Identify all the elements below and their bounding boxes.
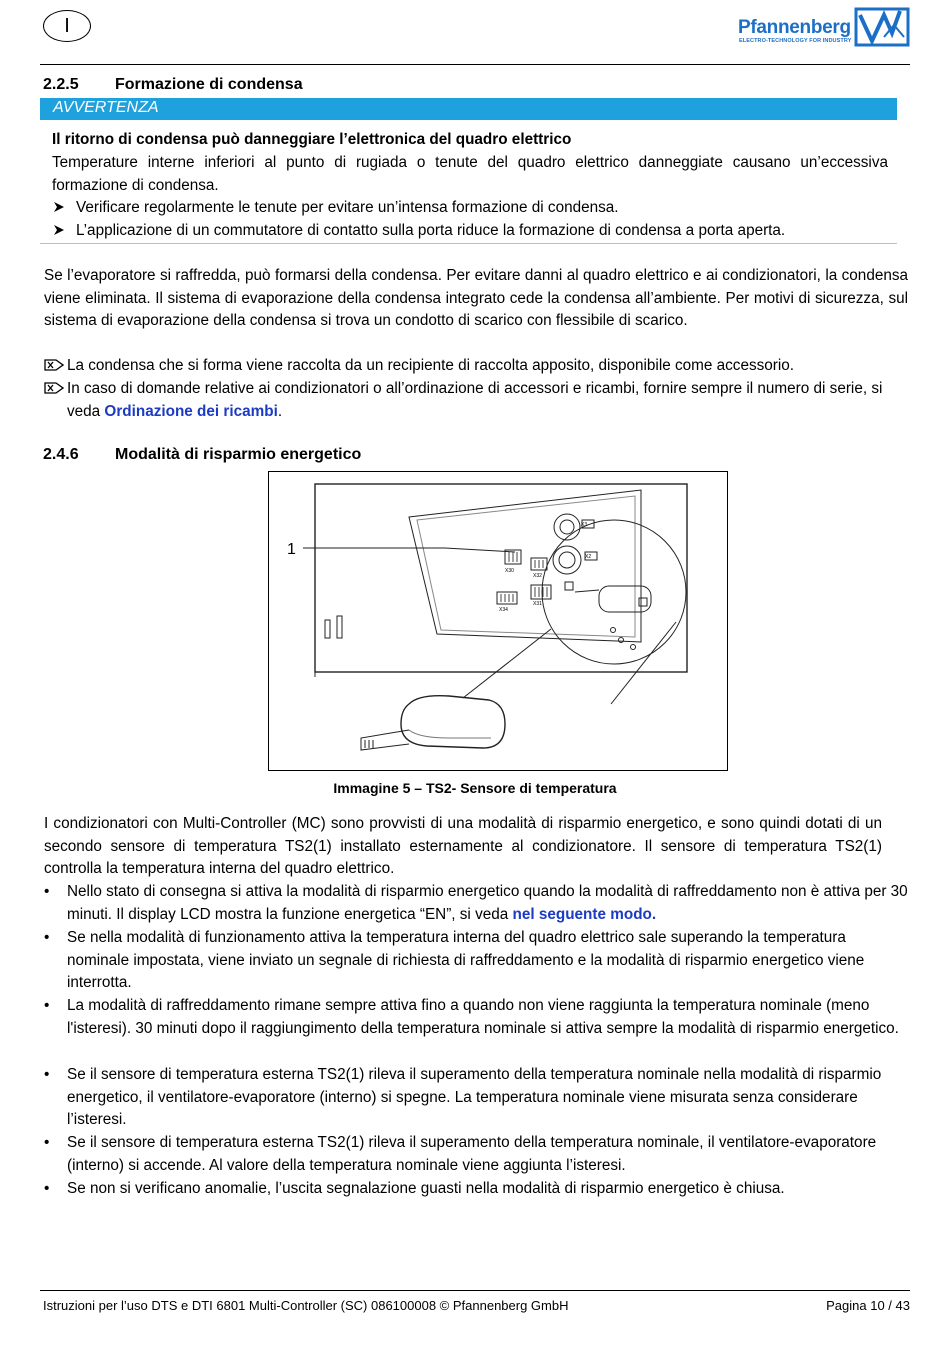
fig-label: X34 — [499, 607, 508, 613]
action-text: Verificare regolarmente le tenute per evitare un’intensa formazione di condensa. — [76, 199, 619, 216]
action-text: L’applicazione di un commutatore di contatto sulla porta riduce la formazione di condensa a porta aperta. — [76, 222, 786, 239]
section-title: Formazione di condensa — [115, 76, 303, 93]
fig-label: X30 — [505, 568, 514, 574]
pfannenberg-logo — [738, 5, 910, 47]
note-text — [67, 378, 910, 423]
temperature-sensor-figure — [268, 471, 728, 771]
section-number: 2.4.6 — [43, 446, 79, 463]
spare-parts-link[interactable]: Ordinazione dei ricambi — [104, 402, 278, 420]
footer-document-info: Istruzioni per l’uso DTS e DTI 6801 Multi-Controller (SC) 086100008 © Pfannenberg GmbH — [43, 1298, 569, 1313]
fig-label: X3 — [581, 522, 588, 528]
figure-caption: Immagine 5 – TS2- Sensore di temperatura — [333, 780, 617, 796]
list-item-text — [67, 881, 912, 926]
logo-name: Pfannenberg — [738, 17, 851, 38]
warning-label: AVVERTENZA — [53, 99, 159, 116]
note-body: In caso di domande relative ai condizionatori o all’ordinazione di accessori e ricambi, fornire sempre il numero di serie, si veda — [67, 380, 883, 420]
action-item — [52, 220, 897, 243]
section-number: 2.2.5 — [43, 76, 79, 93]
pointing-hand-icon — [44, 381, 64, 395]
action-item — [52, 197, 897, 220]
logo-mark-icon — [854, 7, 910, 47]
bullet-dot-icon: • — [44, 997, 50, 1014]
fig-label: X2 — [585, 554, 592, 560]
arrow-bullet-icon — [52, 197, 66, 217]
list-item — [44, 1132, 912, 1177]
warning-divider — [40, 243, 897, 244]
warning-heading: Il ritorno di condensa può danneggiare l’elettronica del quadro elettrico — [52, 131, 572, 148]
section-title: Modalità di risparmio energetico — [115, 446, 362, 463]
logo-tagline: ELECTRO-TECHNOLOGY FOR INDUSTRY — [739, 38, 852, 44]
bullet-dot-icon: • — [44, 1134, 50, 1151]
following-mode-link[interactable]: nel seguente modo. — [512, 905, 657, 923]
list-item — [44, 881, 912, 926]
header-rule — [40, 64, 910, 65]
warning-bar — [40, 98, 897, 120]
list-item — [44, 1064, 912, 1132]
list-item — [44, 927, 912, 995]
section-heading-246 — [43, 446, 361, 464]
note-end: . — [277, 402, 283, 420]
note-item — [44, 378, 910, 423]
bullet-dot-icon: • — [44, 1180, 50, 1197]
pointing-hand-icon — [44, 358, 64, 372]
fig-label: X31 — [533, 601, 542, 607]
bullet-dot-icon: • — [44, 929, 50, 946]
note-text: La condensa che si forma viene raccolta da un recipiente di raccolta apposito, disponibile come accessorio. — [67, 357, 795, 374]
footer-rule — [40, 1290, 910, 1291]
list-item — [44, 1178, 912, 1201]
list-item-text: Se non si verificano anomalie, l’uscita segnalazione guasti nella modalità di risparmio energetico è chiusa. — [67, 1180, 785, 1197]
sensor-illustration — [269, 472, 727, 770]
list-item — [44, 995, 912, 1040]
list-item-text: Se nella modalità di funzionamento attiva la temperatura interna del quadro elettrico sale superando la temperatura nominale impostata, viene inviato un segnale di richiesta di raffreddamento e la modalità di risparmio energetico viene interrotta. — [67, 929, 865, 991]
list-item-body: Nello stato di consegna si attiva la modalità di risparmio energetico quando la modalità di raffreddamento non è attiva per 30 minuti. Il display LCD mostra la funzione energetica “EN”, si veda — [67, 883, 908, 923]
bullet-dot-icon: • — [44, 883, 50, 900]
fig-label: X32 — [533, 573, 542, 579]
section-heading-225 — [43, 76, 303, 94]
callout-number: 1 — [287, 541, 296, 558]
condensate-body: Se l’evaporatore si raffredda, può formarsi della condensa. Per evitare danni al quadro elettrico e ai condizionatori, la condensa viene eliminata. Il sistema di evaporazione della condensa integrato cede la condensa all’ambiente. Per motivi di sicurezza, sul sistema di evaporazione della condensa si trova un condotto di scarico con flessibile di scarico. — [44, 267, 908, 329]
language-badge: I — [43, 10, 91, 42]
bullet-dot-icon: • — [44, 1066, 50, 1083]
list-item-text: Se il sensore di temperatura esterna TS2(1) rileva il superamento della temperatura nominale, il ventilatore-evaporatore (interno) si accende. Al valore della temperatura nominale viene aggiunta l’isteresi. — [67, 1134, 877, 1174]
footer-page-number: Pagina 10 / 43 — [826, 1298, 910, 1313]
list-item-text: Se il sensore di temperatura esterna TS2(1) rileva il superamento della temperatura nominale nella modalità di risparmio energetico, il ventilatore-evaporatore (interno) si spegne. La temperatura nominale viene misurata senza considerare l’isteresi. — [67, 1066, 882, 1128]
warning-text: Temperature interne inferiori al punto di rugiada o tenute del quadro elettrico danneggiate causano un’eccessiva formazione di condensa. — [52, 154, 888, 194]
energy-saving-intro: I condizionatori con Multi-Controller (MC) sono provvisti di una modalità di risparmio energetico, e sono quindi dotati di un secondo sensore di temperatura TS2(1) installato esternamente al condizionatore. Il sensore di temperatura TS2(1) controlla la temperatura interna del quadro elettrico. — [44, 815, 882, 877]
list-item-text: La modalità di raffreddamento rimane sempre attiva fino a quando non viene raggiunta la temperatura nominale (meno l'isteresi). 30 minuti dopo il raggiungimento della temperatura nominale si attiva sempre la modalità di risparmio energetico. — [67, 997, 899, 1037]
note-item — [44, 355, 910, 378]
arrow-bullet-icon — [52, 220, 66, 240]
